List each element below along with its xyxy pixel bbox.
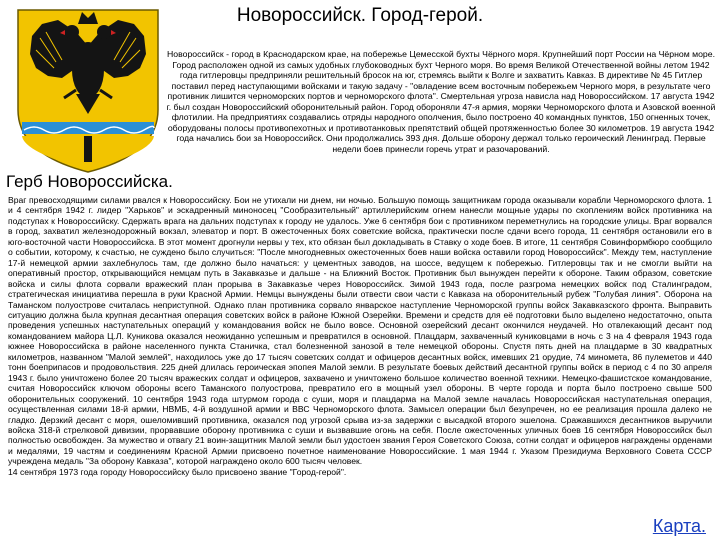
map-link[interactable]: Карта. bbox=[652, 516, 706, 536]
article-paragraph: 14 сентября 1973 года городу Новороссийску было присвоено звание "Город-герой". bbox=[8, 466, 347, 477]
eagle-left-head bbox=[65, 25, 79, 39]
eagle-right-head bbox=[97, 25, 111, 39]
intro-paragraph: Новороссийск - город в Краснодарском крае, на побережье Цемесской бухты Чёрного моря. Крупнейший порт России на Чёрном море. Город расположен одной из самых удобных глубоководных бухт Черного моря. Во время Великой Отечественной войны летом 1942 года гитлеровцы предприняли решительный бросок на юг, стремясь выйти к Волге и захватить Кавказ. В директиве № 45 Гитлер поставил перед наступающими войсками и такую задачу - "овладение всем восточным побережьем Черного моря, в результате чего противник лишится черноморских портов и черноморского флота". Смертельная угроза нависла над Новороссийском. 17 августа 1942 г. был создан Новороссийский оборонительный район. Город обороняли 47-я армия, моряки Черноморского флота и Азовской военной флотилии. На предприятиях создавались отряды народного ополчения, было построено 40 командных пунктов, 150 огненных точек, оборудованы полосы противопехотных и противотанковых препятствий общей протяженностью более 30 километров. 19 августа 1942 года начались бои за Новороссийск. Они продолжались 393 дня. Дольше оборону держал только героический Ленинград. Первые недели боев принесли горечь утрат и разочарований. bbox=[166, 49, 716, 154]
column bbox=[84, 136, 92, 162]
article-paragraph: Враг превосходящими силами рвался к Новороссийску. Бои не утихали ни днем, ни ночью. Большую помощь защитникам города оказывали корабли Черноморского флота. 1 и 4 сентября 1942 г. лидер "Харьков" и эскадренный миноносец "Сообразительный" артиллерийским огнем нанесли мощные удары по скоплениям войск противника на подступах к Новороссийску. Сдержать врага на дальних подступах к городу не удалось. Уже 6 сентября бои с противником переметнулись на городские улицы. Враг ворвался в город, захватил железнодорожный вокзал, элеватор и порт. В ожесточенных боях советские войска, практически после сдачи всего города, 11 сентября остановили его в юго-восточной части Новороссийска. В этот момент дрогнули нервы у тех, кто обязан был докладывать в Ставку о ходе боев. В итоге, 11 сентября Совинформбюро сообщило о событии, которому, к счастью, не суждено было случиться: "После многодневных ожесточенных боев наши войска оставили город Новороссийск". Между тем, наступление 17-й немецкой армии захлебнулось там, где должно было начаться: у цементных заводов, на шоссе, ведущем к побережью. Гитлеровцы так и не смогли выйти на оперативный простор, открывающийся немцам путь в Закавказье и дальше - на Ближний Восток. Противник был вынужден перейти к обороне. Таким образом, советские войска и силы флота сорвали вражеский план прорыва в Закавказье через Новороссийск. Зимой 1943 года, после разгрома немецких войск под Сталинградом, стратегическая инициатива перешла в руки Красной Армии. Немцы вынуждены были отвести свои части с Кавказа на оборонительный рубеж "Голубая линия". Оборона на Таманском полуострове считалась неприступной. Однако план противника сорвало январское наступление Черноморской группы войск Закавказского фронта. Выправить ситуацию должна была крупная десантная операция советских войск в районе Южной Озерейки. Времени и средств для её подготовки было выделено недостаточно, опыта проведения успешных наступательных операций у командования войск не было вовсе. Основной озерейский десант окончился неудачей. Но отвлекающий десант под командованием майора Ц.Л. Куникова оказался неожиданно успешным и превратился в основной. Плацдарм, захваченный куниковцами в ночь с 3 на 4 февраля 1943 года южнее Новороссийска в районе населенного пункта Станичка, стал болезненной занозой в теле немецкой обороны. Спустя пять дней на плацдарме в 30 квадратных километров, названном "Малой землей", находилось уже до 17 тысяч советских солдат и офицеров десантных войск, имевших 21 орудие, 74 миномета, 86 пулеметов и 440 тонн боеприпасов и продовольствия. 225 дней длилась героическая эпопея Малой земли. В результате боевых действий десантной группы войск в период с 4 по 30 апреля 1943 г. было уничтожено более 20 тысяч вражеских солдат и офицеров, захвачено и уничтожено большое количество военной техники. Немецко-фашистское командование, считая Новороссийск ключом обороны всего Таманского полуострова, превратило его в мощный узел обороны. В черте города и порта было построено свыше 500 оборонительных сооружений. 10 сентября 1943 года штурмом города с суши, моря и плацдарма на Малой земле началась Новороссийская наступательная операция, осуществленная силами 18-й армии, НВМБ, 4-й воздушной армии и ВВС Черноморского флота. Замысел операции был безупречен, но ее реализация прошла далеко не гладко. Дерзкий десант с моря, ошеломивший противника, оказался под угрозой срыва из-за задержки с высадкой второго эшелона. Сражавшихся десантников выручили войска 318-й стрелковой дивизии, прорвавшие оборону противника с суши и вызвавшие огонь на себя. После ожесточенных уличных боев 16 сентября Новороссийск был полностью освобожден. За мужество и отвагу 21 воин-защитник Малой земли был удостоен звания Героя Советского Союза, сотни солдат и офицеров награждены орденами и медалями, 19 частям и соединениям Красной Армии присвоено почетное наименование Новороссийские. 1 мая 1944 г. Указом Президиума Верховного Совета СССР учреждена медаль "За оборону Кавказа", которой награждено около 600 тысяч человек. bbox=[8, 195, 712, 467]
eagle-body bbox=[72, 42, 104, 98]
article-body bbox=[8, 195, 712, 477]
page-title: Новороссийск. Город-герой. bbox=[236, 5, 484, 26]
coat-of-arms-caption: Герб Новороссийска. bbox=[6, 172, 173, 191]
coat-of-arms-image bbox=[6, 2, 170, 174]
